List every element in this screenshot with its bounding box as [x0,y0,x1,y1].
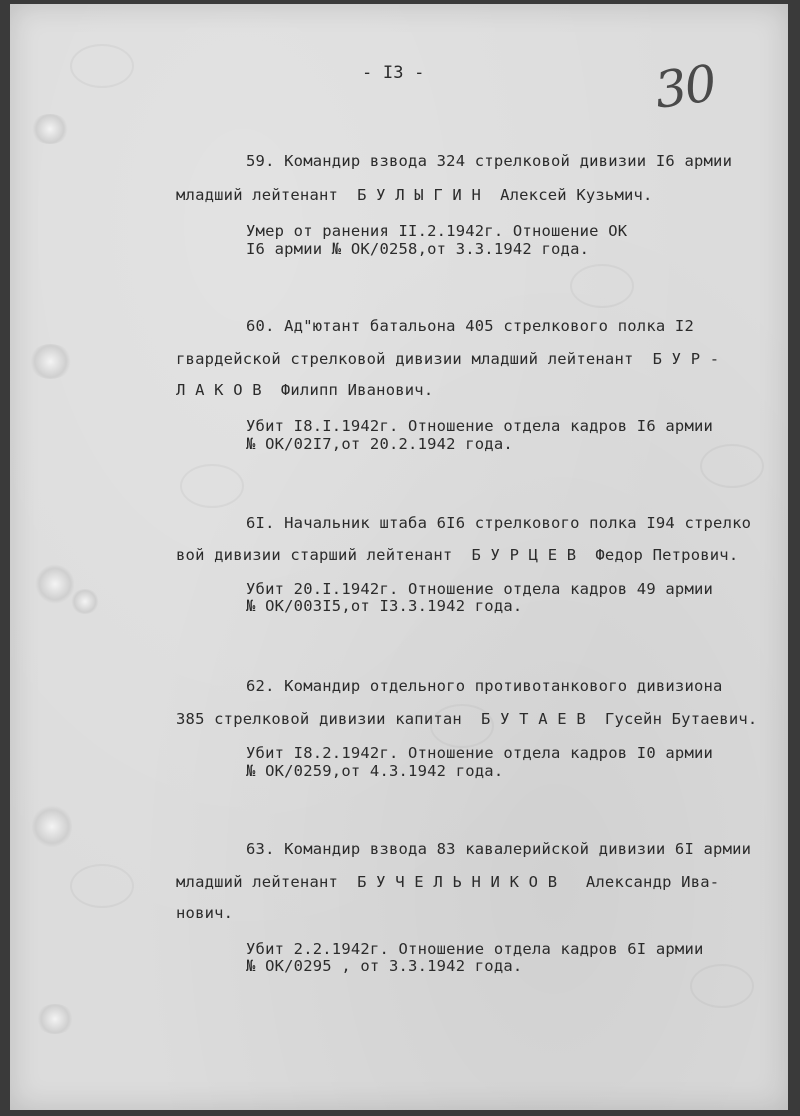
entry-59-note-1: Умер от ранения II.2.1942г. Отношение ОК [246,222,628,240]
watermark-stamp [700,444,764,488]
entry-62-note-1: Убит I8.2.1942г. Отношение отдела кадров I0 армии [246,744,714,762]
entry-61-line-1: 6I. Начальник штаба 6I6 стрелкового полка I94 стрелко [246,514,752,532]
watermark-stamp [690,964,754,1008]
binder-hole [32,804,72,849]
watermark-stamp [70,44,134,88]
entry-62-line-2: 385 стрелковой дивизии капитан Б У Т А Е В Гусейн Бутаевич. [176,710,758,728]
watermark-stamp [570,264,634,308]
entry-61-line-2: вой дивизии старший лейтенант Б У Р Ц Е В Федор Петрович. [176,546,739,564]
binder-hole [30,114,70,144]
entry-63-line-1: 63. Командир взвода 83 кавалерийской дивизии 6I армии [246,840,752,858]
binder-hole [35,564,75,604]
entry-59-line-1: 59. Командир взвода 324 стрелковой дивизии I6 армии [246,152,733,170]
binder-hole [70,589,100,614]
binder-hole [28,344,73,379]
entry-59-note-2: I6 армии № ОК/0258,от 3.3.1942 года. [246,240,590,258]
entry-60-note-2: № ОК/02I7,от 20.2.1942 года. [246,435,513,453]
entry-61-note-2: № ОК/003I5,от I3.3.1942 года. [246,597,523,615]
entry-62-line-1: 62. Командир отдельного противотанкового дивизиона [246,677,723,695]
watermark-stamp [180,464,244,508]
entry-63-note-1: Убит 2.2.1942г. Отношение отдела кадров 6I армии [246,940,704,958]
entry-59-line-2: младший лейтенант Б У Л Ы Г И Н Алексей Кузьмич. [176,186,653,204]
entry-62-note-2: № ОК/0259,от 4.3.1942 года. [246,762,504,780]
page-number: - I3 - [362,63,425,83]
entry-60-line-3: Л А К О В Филипп Иванович. [176,381,434,399]
handwritten-folio-number: 30 [651,54,719,120]
entry-63-line-3: нович. [176,904,234,922]
binder-hole [35,1004,75,1034]
entry-63-line-2: младший лейтенант Б У Ч Е Л Ь Н И К О В Александр Ива- [176,873,720,891]
entry-61-note-1: Убит 20.I.1942г. Отношение отдела кадров 49 армии [246,580,714,598]
watermark-stamp [70,864,134,908]
entry-63-note-2: № ОК/0295 , от 3.3.1942 года. [246,957,523,975]
entry-60-note-1: Убит I8.I.1942г. Отношение отдела кадров I6 армии [246,417,714,435]
entry-60-line-1: 60. Ад"ютант батальона 405 стрелкового полка I2 [246,317,694,335]
entry-60-line-2: гвардейской стрелковой дивизии младший лейтенант Б У Р - [176,350,720,368]
